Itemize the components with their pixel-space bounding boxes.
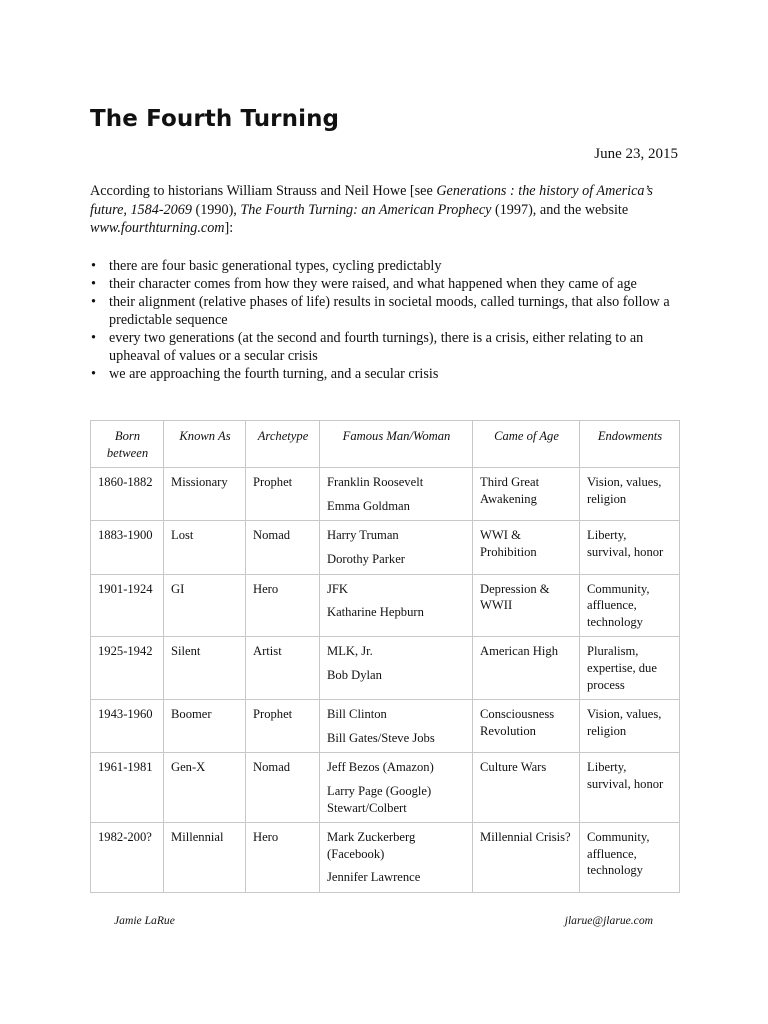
cell-came-of-age: WWI & Prohibition — [473, 521, 580, 574]
cell-famous — [320, 637, 473, 700]
document-title: The Fourth Turning — [90, 106, 340, 132]
cell-archetype: Nomad — [246, 521, 320, 574]
cell-endowments: Pluralism, expertise, due process — [580, 637, 680, 700]
cell-famous — [320, 574, 473, 637]
cell-born: 1883-1900 — [91, 521, 164, 574]
cell-known-as: Missionary — [164, 468, 246, 521]
cell-endowments: Vision, values, religion — [580, 700, 680, 753]
cell-archetype: Artist — [246, 637, 320, 700]
document-date: June 23, 2015 — [594, 146, 678, 162]
intro-text: (1997), and the website — [491, 201, 629, 218]
cell-came-of-age: Consciousness Revolution — [473, 700, 580, 753]
cell-archetype: Nomad — [246, 753, 320, 823]
bullet-item — [90, 329, 682, 365]
famous-person: Jeff Bezos (Amazon) — [327, 760, 434, 775]
column-header-born: Born between — [91, 421, 164, 468]
cell-born: 1901-1924 — [91, 574, 164, 637]
cell-born: 1925-1942 — [91, 637, 164, 700]
bullet-icon: • — [91, 366, 96, 382]
bullet-text: every two generations (at the second and fourth turnings), there is a crisis, either relating to an upheaval of values or a secular crisis — [109, 330, 644, 364]
cell-endowments: Vision, values, religion — [580, 468, 680, 521]
cell-known-as: Gen-X — [164, 753, 246, 823]
cell-archetype: Hero — [246, 823, 320, 893]
cell-known-as: Boomer — [164, 700, 246, 753]
famous-person: Bill Gates/Steve Jobs — [327, 730, 435, 745]
bullet-item — [90, 365, 682, 383]
cell-endowments: Community, affluence, technology — [580, 574, 680, 637]
cell-came-of-age: Culture Wars — [473, 753, 580, 823]
famous-person: Bob Dylan — [327, 667, 382, 682]
column-header-known-as: Known As — [164, 421, 246, 468]
book-title-generations: Generations : the history of America’s future, 1584-2069 — [90, 183, 653, 218]
famous-person: MLK, Jr. — [327, 644, 373, 659]
bullet-text: there are four basic generational types, cycling predictably — [109, 258, 442, 274]
intro-paragraph — [90, 182, 682, 238]
famous-person: Mark Zuckerberg (Facebook) — [327, 830, 416, 861]
table-row — [91, 574, 680, 637]
bullet-icon: • — [91, 258, 96, 274]
cell-born: 1860-1882 — [91, 468, 164, 521]
bullet-item — [90, 257, 682, 275]
footer-email: jlarue@jlarue.com — [564, 914, 653, 927]
cell-archetype: Hero — [246, 574, 320, 637]
cell-came-of-age: Millennial Crisis? — [473, 823, 580, 893]
cell-came-of-age: American High — [473, 637, 580, 700]
cell-archetype: Prophet — [246, 468, 320, 521]
table-row — [91, 700, 680, 753]
famous-person: Dorothy Parker — [327, 551, 405, 566]
cell-born: 1982-200? — [91, 823, 164, 893]
cell-born: 1943-1960 — [91, 700, 164, 753]
cell-famous — [320, 521, 473, 574]
cell-famous — [320, 700, 473, 753]
famous-person: Emma Goldman — [327, 498, 410, 513]
cell-known-as: Millennial — [164, 823, 246, 893]
table-row — [91, 753, 680, 823]
cell-famous — [320, 753, 473, 823]
famous-person: Harry Truman — [327, 528, 399, 543]
cell-famous — [320, 468, 473, 521]
footer-author: Jamie LaRue — [114, 914, 175, 927]
famous-person: Katharine Hepburn — [327, 605, 424, 620]
intro-text: ]: — [224, 220, 234, 237]
cell-born: 1961-1981 — [91, 753, 164, 823]
famous-person: Larry Page (Google) Stewart/Colbert — [327, 783, 432, 815]
generations-table — [90, 420, 680, 893]
bullet-icon: • — [91, 330, 96, 346]
book-title-fourth-turning: The Fourth Turning: an American Prophecy — [240, 201, 492, 218]
famous-person: Jennifer Lawrence — [327, 870, 421, 885]
column-header-famous: Famous Man/Woman — [320, 421, 473, 468]
bullet-text: we are approaching the fourth turning, and a secular crisis — [109, 366, 439, 382]
cell-endowments: Community, affluence, technology — [580, 823, 680, 893]
cell-endowments: Liberty, survival, honor — [580, 753, 680, 823]
famous-person: Bill Clinton — [327, 707, 387, 722]
bullet-item — [90, 275, 682, 293]
cell-known-as: Lost — [164, 521, 246, 574]
bullet-icon: • — [91, 276, 96, 292]
table-row — [91, 521, 680, 574]
table-row — [91, 637, 680, 700]
table-header-row — [91, 421, 680, 468]
famous-person: Franklin Roosevelt — [327, 475, 424, 490]
column-header-archetype: Archetype — [246, 421, 320, 468]
column-header-endowments: Endowments — [580, 421, 680, 468]
intro-text: According to historians William Strauss and Neil Howe [see — [90, 183, 437, 199]
cell-endowments: Liberty, survival, honor — [580, 521, 680, 574]
cell-archetype: Prophet — [246, 700, 320, 753]
bullet-list — [90, 257, 682, 383]
cell-came-of-age: Third Great Awakening — [473, 468, 580, 521]
cell-famous — [320, 823, 473, 893]
column-header-came-of-age: Came of Age — [473, 421, 580, 468]
table-row — [91, 468, 680, 521]
website-reference: www.fourthturning.com — [90, 220, 225, 237]
cell-known-as: GI — [164, 574, 246, 637]
intro-text: (1990), — [191, 201, 241, 218]
famous-person: JFK — [327, 581, 348, 596]
bullet-item — [90, 293, 682, 329]
table-row — [91, 823, 680, 893]
cell-came-of-age: Depression & WWII — [473, 574, 580, 637]
bullet-text: their alignment (relative phases of life) results in societal moods, called turnings, that also follow a predictable sequence — [109, 294, 670, 328]
bullet-text: their character comes from how they were raised, and what happened when they came of age — [109, 276, 637, 292]
cell-known-as: Silent — [164, 637, 246, 700]
bullet-icon: • — [91, 294, 96, 310]
